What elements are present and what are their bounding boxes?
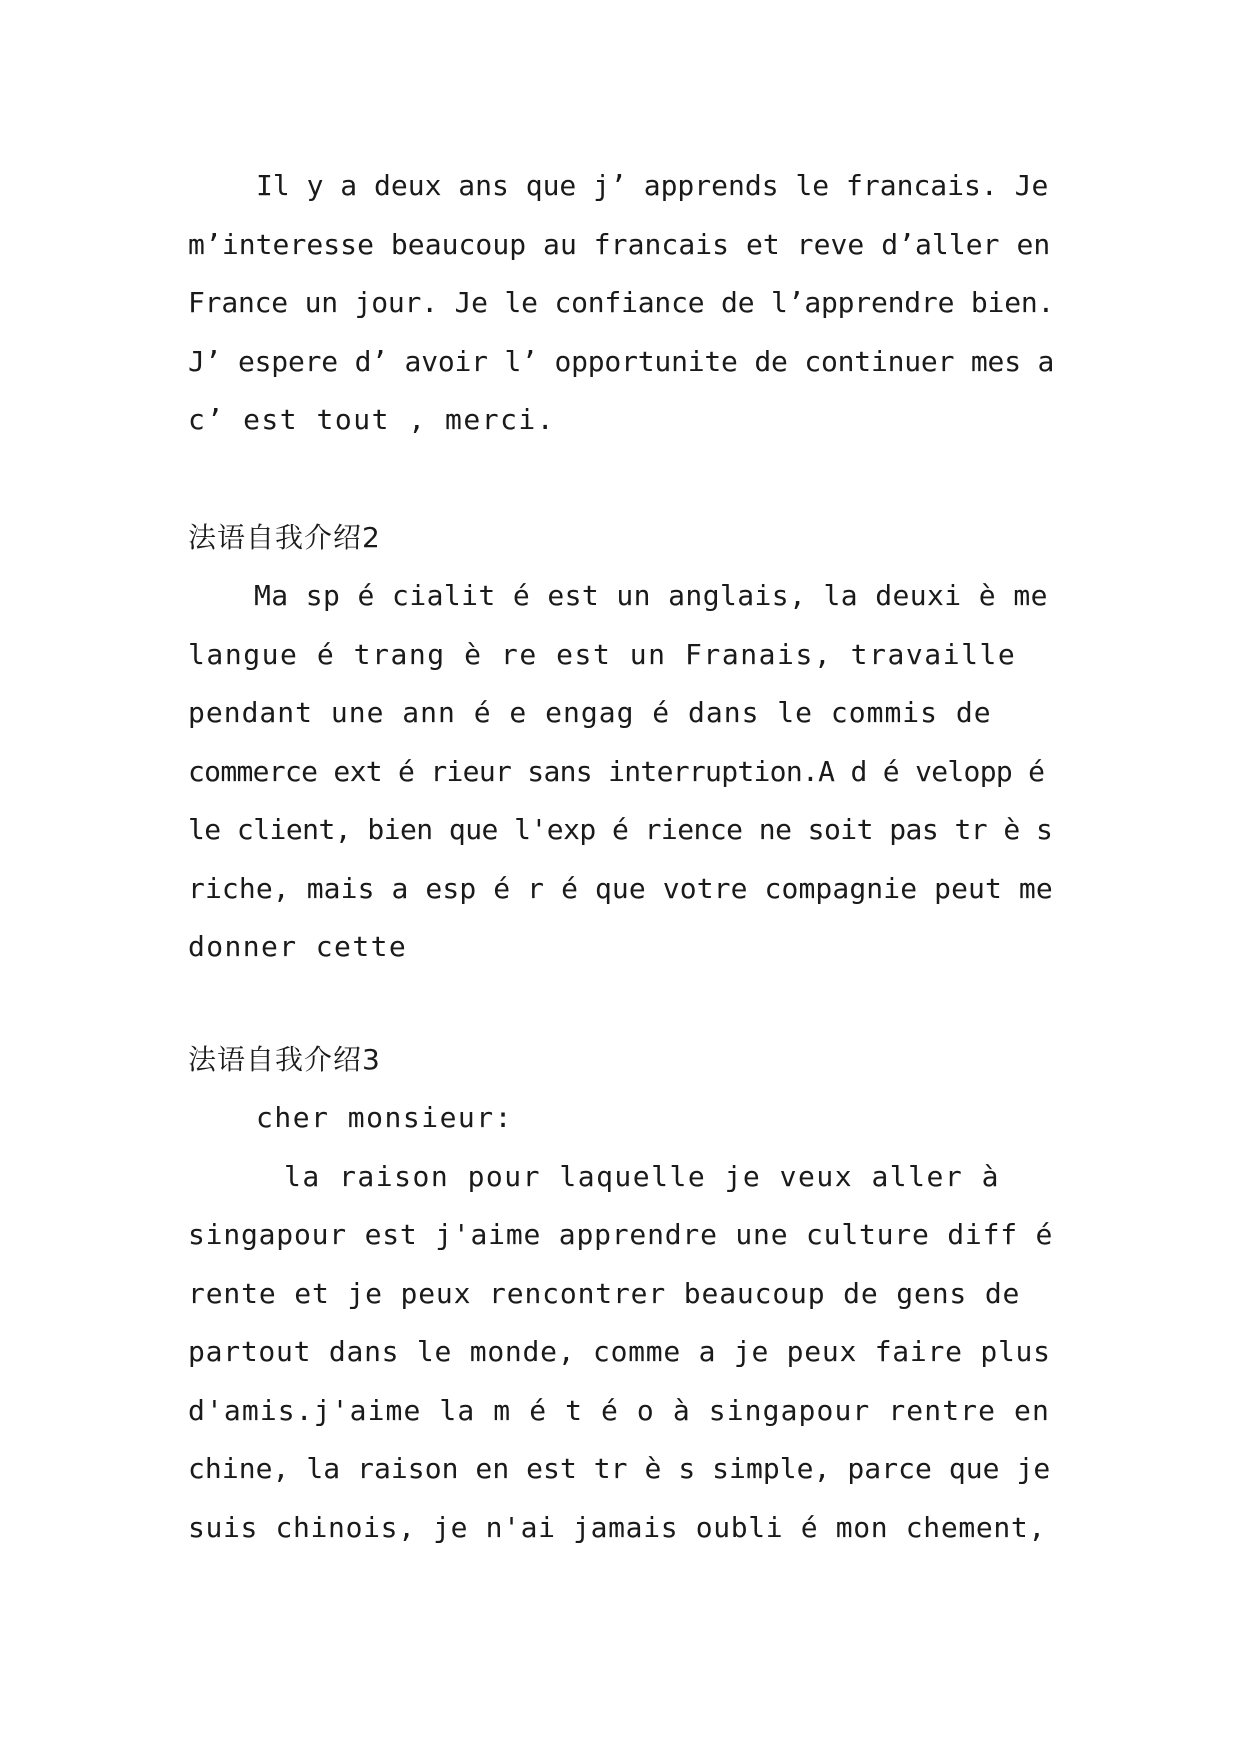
paragraph-line: d'amis.j'aime la m é t é o à singapour rentre en (188, 1393, 1050, 1427)
paragraph-line: partout dans le monde, comme a je peux faire plus (188, 1335, 1051, 1368)
paragraph-line: rente et je peux rencontrer beaucoup de gens de (188, 1276, 1021, 1310)
paragraph-line: J’ espere d’ avoir l’ opportunite de continuer mes a (188, 344, 1055, 378)
paragraph-line: donner cette (188, 930, 408, 963)
section2-heading: 法语自我介绍2 (188, 521, 381, 554)
paragraph-line: commerce ext é rieur sans interruption.A d é velopp é (188, 754, 1045, 788)
greeting-line: cher monsieur: (256, 1101, 514, 1134)
paragraph-line: Ma sp é cialit é est un anglais, la deuxi è me (254, 579, 1048, 612)
paragraph-line: Il y a deux ans que j’ apprends le francais. Je (256, 169, 1049, 202)
section1-paragraph (188, 157, 1054, 450)
paragraph-line: suis chinois, je n'ai jamais oubli é mon chement, (188, 1510, 1046, 1544)
paragraph-line: pendant une ann é e engag é dans le commis de (188, 696, 992, 729)
paragraph-line: singapour est j'aime apprendre une culture diff é (188, 1218, 1054, 1251)
paragraph-line: la raison pour laquelle je veux aller à (284, 1159, 1000, 1193)
section3-paragraph (188, 1089, 1054, 1557)
paragraph-line: le client, bien que l'exp é rience ne soit pas tr è s (188, 813, 1053, 846)
paragraph-line: c’ est tout , merci. (188, 403, 556, 436)
section3-heading: 法语自我介绍3 (188, 1043, 381, 1076)
paragraph-line: riche, mais a esp é r é que votre compagnie peut me (188, 871, 1053, 905)
section2-paragraph (188, 567, 1054, 977)
paragraph-line: m’interesse beaucoup au francais et reve d’aller en (188, 227, 1051, 261)
paragraph-line: chine, la raison en est tr è s simple, parce que je (188, 1452, 1051, 1485)
paragraph-line: France un jour. Je le confiance de l’apprendre bien. (188, 286, 1055, 319)
paragraph-line: langue é trang è re est un Franais, travaille (188, 637, 1017, 671)
